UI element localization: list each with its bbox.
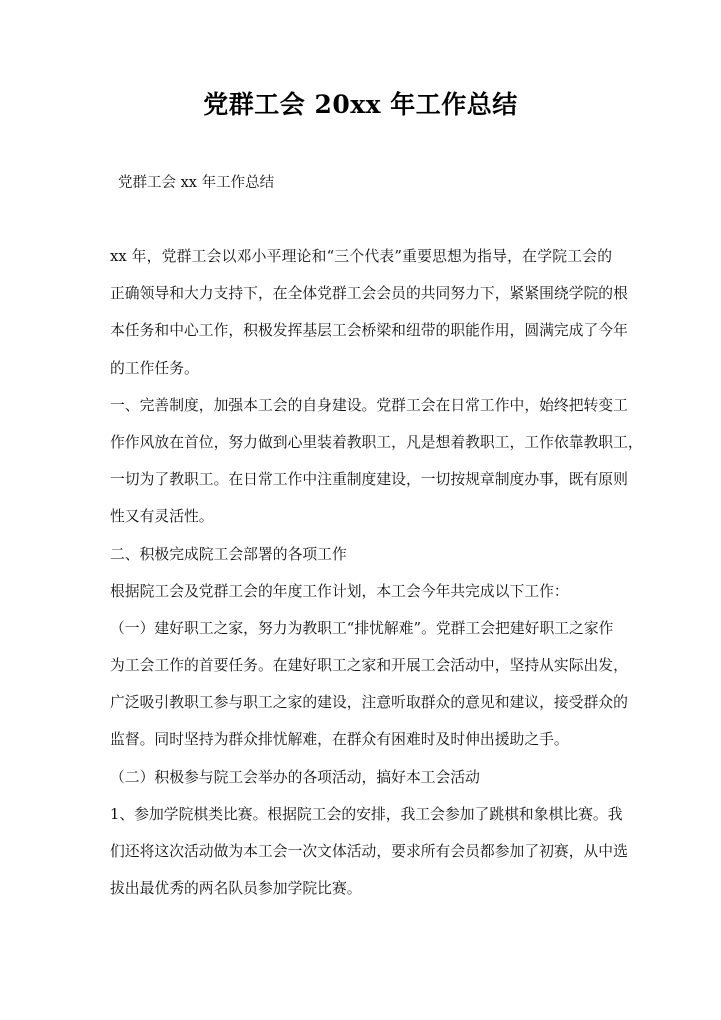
body-line: 性又有灵活性。 bbox=[110, 508, 214, 526]
body-line: 监督。同时坚持为群众排忧解难，在群众有困难时及时伸出援助之手。 bbox=[110, 731, 569, 749]
document-body bbox=[110, 242, 643, 911]
body-line: 为工会工作的首要任务。在建好职工之家和开展工会活动中，坚持从实际出发， bbox=[110, 657, 628, 675]
section-heading: 二、积极完成院工会部署的各项工作 bbox=[110, 545, 347, 563]
body-line: 作作风放在首位，努力做到心里装着教职工，凡是想着教职工，工作依靠教职工， bbox=[110, 433, 643, 451]
document-subtitle: 党群工会 xx 年工作总结 bbox=[118, 175, 275, 191]
subsection-heading-line: （一）建好职工之家，努力为教职工“排忧解难”。党群工会把建好职工之家作 bbox=[110, 619, 614, 637]
body-line: 本任务和中心工作，积极发挥基层工会桥梁和纽带的职能作用，圆满完成了今年 bbox=[110, 322, 628, 340]
section-heading-line: 一、完善制度，加强本工会的自身建设。党群工会在日常工作中，始终把转变工 bbox=[110, 396, 628, 414]
body-line: 一切为了教职工。在日常工作中注重制度建设，一切按规章制度办事，既有原则 bbox=[110, 471, 628, 489]
body-line: 正确领导和大力支持下，在全体党群工会会员的共同努力下，紧紧围绕学院的根 bbox=[110, 285, 628, 303]
body-line: 广泛吸引教职工参与职工之家的建设，注意听取群众的意见和建议，接受群众的 bbox=[110, 694, 628, 712]
list-item-line: 1、参加学院棋类比赛。根据院工会的安排，我工会参加了跳棋和象棋比赛。我 bbox=[110, 805, 623, 823]
body-line: xx 年，党群工会以邓小平理论和“三个代表”重要思想为指导，在学院工会的 bbox=[110, 248, 612, 265]
body-line: 们还将这次活动做为本工会一次文体活动，要求所有会员都参加了初赛，从中选 bbox=[110, 843, 628, 860]
body-line: 拔出最优秀的两名队员参加学院比赛。 bbox=[110, 880, 362, 898]
body-line: 根据院工会及党群工会的年度工作计划，本工会今年共完成以下工作： bbox=[110, 582, 569, 600]
subsection-heading: （二）积极参与院工会举办的各项活动，搞好本工会活动 bbox=[110, 768, 480, 786]
document-title: 党群工会 20xx 年工作总结 bbox=[203, 90, 518, 119]
body-line: 的工作任务。 bbox=[110, 359, 199, 377]
